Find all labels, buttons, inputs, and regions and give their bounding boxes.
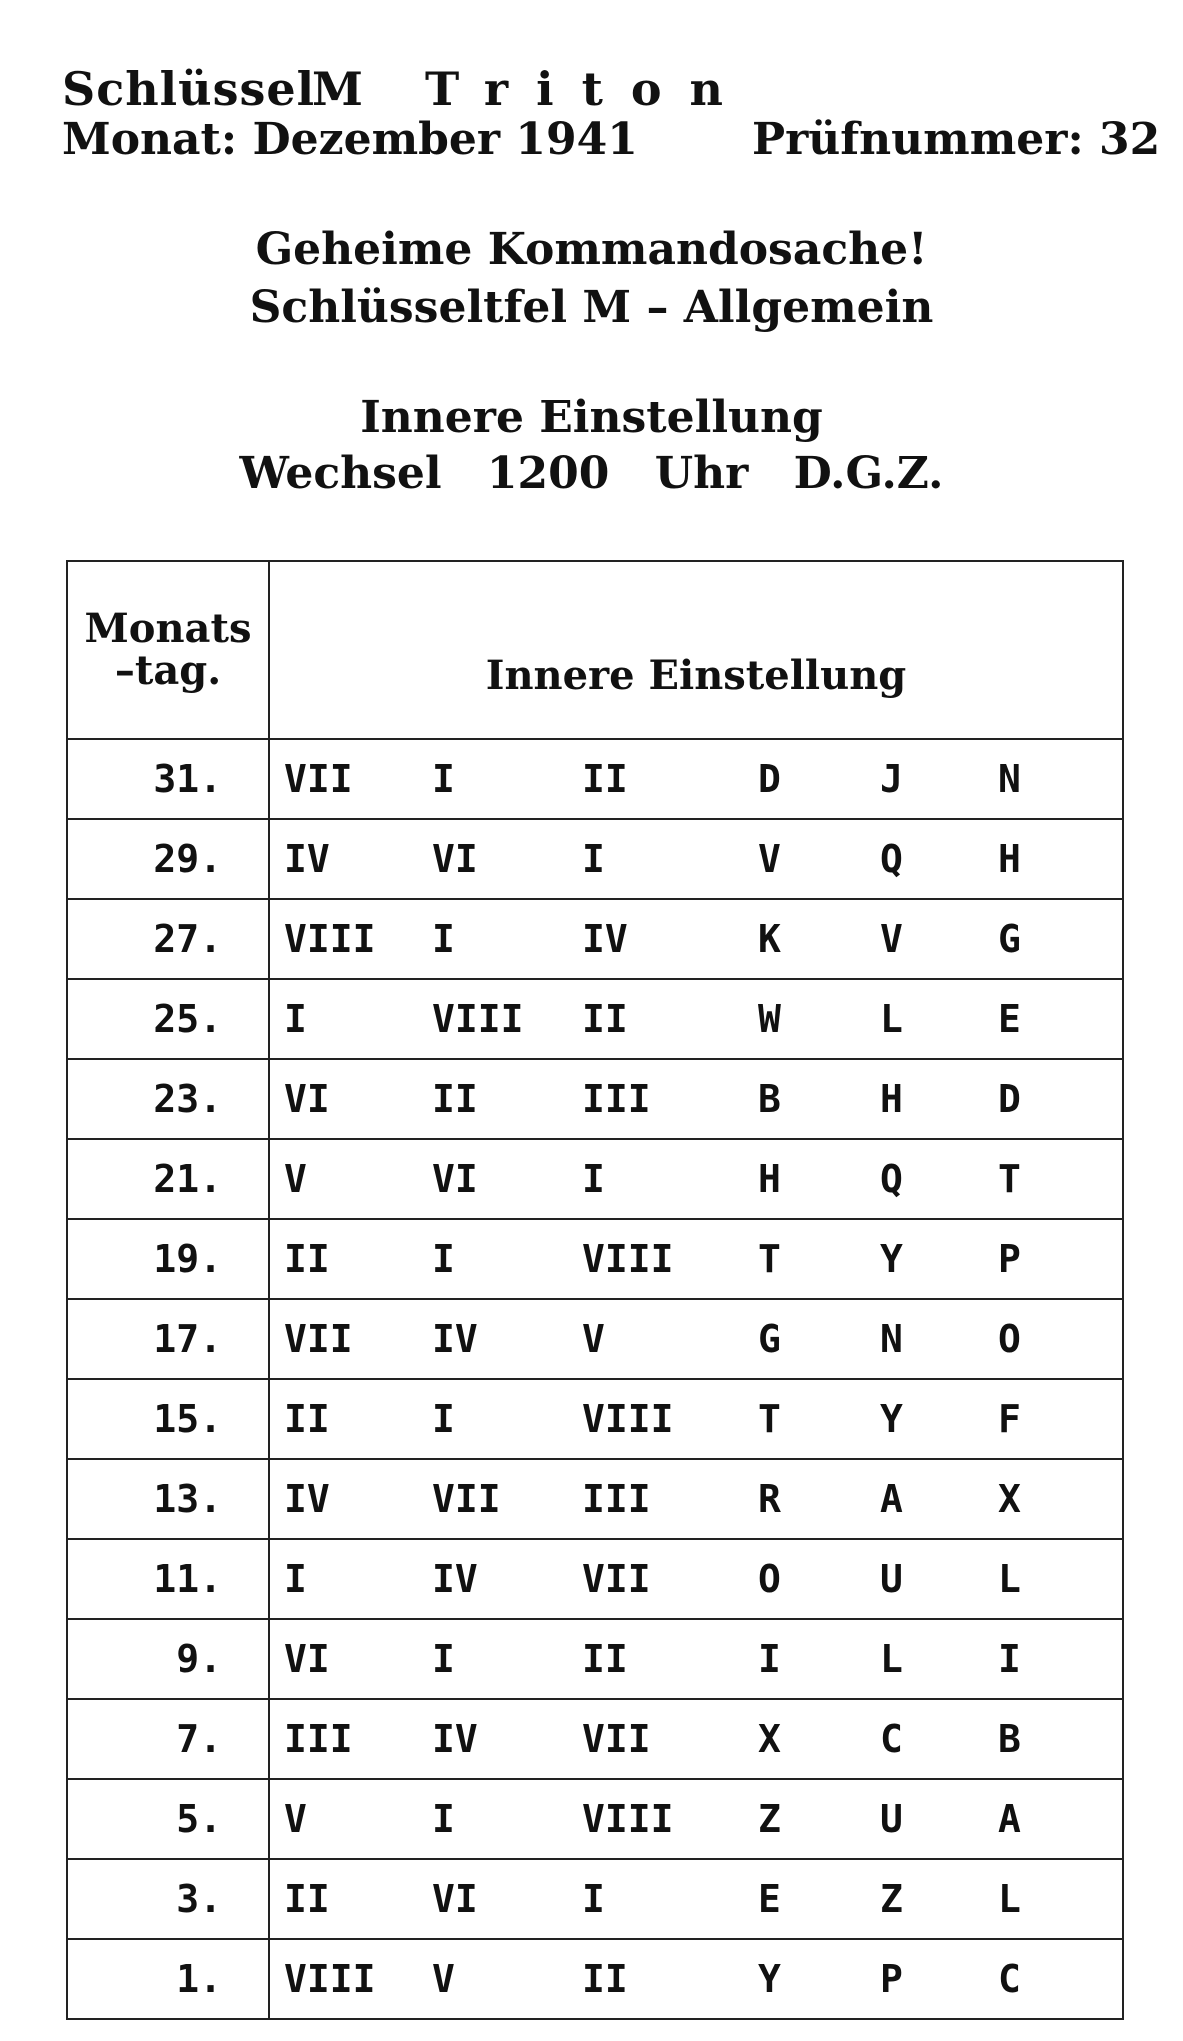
ring-3: I	[998, 1637, 1021, 1681]
setting-cell	[269, 1059, 1123, 1139]
table-header-row	[67, 561, 1123, 739]
month-label: Monat: Dezember 1941	[62, 114, 638, 165]
day-cell: 23.	[67, 1059, 269, 1139]
column-header-day-line2: –tag.	[114, 647, 222, 694]
ring-3: B	[998, 1717, 1021, 1761]
wheel-2: VI	[432, 837, 478, 881]
wheel-2: I	[432, 917, 455, 961]
wheel-2: VII	[432, 1477, 501, 1521]
ring-1: I	[758, 1637, 781, 1681]
ring-1: H	[758, 1157, 781, 1201]
ring-2: Q	[880, 1157, 903, 1201]
wheel-3: III	[582, 1077, 651, 1121]
ring-3: P	[998, 1237, 1021, 1281]
wheel-3: II	[582, 1957, 628, 2001]
ring-2: Y	[880, 1237, 903, 1281]
wheel-2: I	[432, 1397, 455, 1441]
table-row	[67, 1059, 1123, 1139]
day-cell: 25.	[67, 979, 269, 1059]
key-name: Triton	[425, 62, 751, 116]
ring-2: J	[880, 757, 903, 801]
day-cell: 3.	[67, 1859, 269, 1939]
ring-3: X	[998, 1477, 1021, 1521]
wheel-3: VIII	[582, 1237, 674, 1281]
wheel-3: VIII	[582, 1797, 674, 1841]
ring-1: K	[758, 917, 781, 961]
ring-2: A	[880, 1477, 903, 1521]
table-row	[67, 1619, 1123, 1699]
wheel-1: II	[284, 1237, 330, 1281]
setting-cell	[269, 1459, 1123, 1539]
ring-3: N	[998, 757, 1021, 801]
ring-1: X	[758, 1717, 781, 1761]
wheel-1: VII	[284, 1317, 353, 1361]
wheel-1: V	[284, 1797, 307, 1841]
day-cell: 11.	[67, 1539, 269, 1619]
wheel-2: I	[432, 1797, 455, 1841]
setting-cell	[269, 1699, 1123, 1779]
wheel-2: IV	[432, 1717, 478, 1761]
wheel-1: II	[284, 1877, 330, 1921]
wheel-1: V	[284, 1157, 307, 1201]
wheel-2: VI	[432, 1877, 478, 1921]
setting-cell	[269, 1379, 1123, 1459]
ring-2: U	[880, 1557, 903, 1601]
ring-3: E	[998, 997, 1021, 1041]
wheel-3: VII	[582, 1717, 651, 1761]
wheel-3: VII	[582, 1557, 651, 1601]
wheel-2: V	[432, 1957, 455, 2001]
ring-3: C	[998, 1957, 1021, 2001]
ring-2: L	[880, 997, 903, 1041]
ring-2: H	[880, 1077, 903, 1121]
wheel-1: IV	[284, 837, 330, 881]
day-cell: 21.	[67, 1139, 269, 1219]
ring-1: Z	[758, 1797, 781, 1841]
table-row	[67, 1779, 1123, 1859]
table-row	[67, 979, 1123, 1059]
key-label: Schlüssel	[62, 62, 316, 116]
day-cell: 15.	[67, 1379, 269, 1459]
day-cell: 17.	[67, 1299, 269, 1379]
wheel-1: I	[284, 997, 307, 1041]
wheel-2: VIII	[432, 997, 524, 1041]
setting-cell	[269, 1859, 1123, 1939]
day-cell: 9.	[67, 1619, 269, 1699]
ring-1: T	[758, 1397, 781, 1441]
table-row	[67, 739, 1123, 819]
ring-3: D	[998, 1077, 1021, 1121]
day-cell: 13.	[67, 1459, 269, 1539]
wheel-1: VIII	[284, 917, 376, 961]
ring-2: L	[880, 1637, 903, 1681]
setting-cell	[269, 1779, 1123, 1859]
ring-1: E	[758, 1877, 781, 1921]
wheel-3: II	[582, 997, 628, 1041]
setting-cell	[269, 1539, 1123, 1619]
wheel-2: I	[432, 757, 455, 801]
day-cell: 29.	[67, 819, 269, 899]
day-cell: 1.	[67, 1939, 269, 2019]
setting-cell	[269, 1139, 1123, 1219]
day-cell: 19.	[67, 1219, 269, 1299]
ring-3: A	[998, 1797, 1021, 1841]
wheel-3: IV	[582, 917, 628, 961]
wheel-2: I	[432, 1237, 455, 1281]
table-row	[67, 1859, 1123, 1939]
key-letter: M	[312, 62, 363, 116]
table-row	[67, 819, 1123, 899]
ring-1: B	[758, 1077, 781, 1121]
table-row	[67, 1379, 1123, 1459]
wheel-2: I	[432, 1637, 455, 1681]
ring-2: V	[880, 917, 903, 961]
wheel-3: VIII	[582, 1397, 674, 1441]
wheel-1: IV	[284, 1477, 330, 1521]
ring-1: Y	[758, 1957, 781, 2001]
ring-1: V	[758, 837, 781, 881]
ring-2: Q	[880, 837, 903, 881]
setting-cell	[269, 819, 1123, 899]
wheel-1: III	[284, 1717, 353, 1761]
table-row	[67, 1139, 1123, 1219]
ring-3: L	[998, 1877, 1021, 1921]
ring-1: G	[758, 1317, 781, 1361]
inner-setting-heading: Innere Einstellung	[360, 392, 823, 443]
table-row	[67, 1699, 1123, 1779]
wheel-2: VI	[432, 1157, 478, 1201]
table-row	[67, 1299, 1123, 1379]
wheel-3: V	[582, 1317, 605, 1361]
ring-2: U	[880, 1797, 903, 1841]
wheel-3: III	[582, 1477, 651, 1521]
day-cell: 5.	[67, 1779, 269, 1859]
day-cell: 27.	[67, 899, 269, 979]
ring-1: W	[758, 997, 781, 1041]
ring-2: N	[880, 1317, 903, 1361]
ring-1: T	[758, 1237, 781, 1281]
wheel-3: II	[582, 757, 628, 801]
wheel-1: VI	[284, 1077, 330, 1121]
wheel-2: IV	[432, 1317, 478, 1361]
change-time-heading: Wechsel 1200 Uhr D.G.Z.	[239, 448, 944, 499]
wheel-1: I	[284, 1557, 307, 1601]
secret-heading: Geheime Kommandosache!	[255, 224, 928, 275]
table-row	[67, 1939, 1123, 2019]
wheel-1: VII	[284, 757, 353, 801]
column-header-day	[67, 561, 269, 739]
key-general-heading: Schlüsseltfel M – Allgemein	[249, 282, 934, 333]
setting-cell	[269, 1299, 1123, 1379]
setting-cell	[269, 1219, 1123, 1299]
wheel-1: VIII	[284, 1957, 376, 2001]
ring-3: L	[998, 1557, 1021, 1601]
key-schedule-table	[66, 560, 1124, 2020]
ring-3: T	[998, 1157, 1021, 1201]
setting-cell	[269, 899, 1123, 979]
ring-3: G	[998, 917, 1021, 961]
wheel-1: II	[284, 1397, 330, 1441]
wheel-3: II	[582, 1637, 628, 1681]
check-number: Prüfnummer: 32	[752, 114, 1161, 165]
table-row	[67, 1219, 1123, 1299]
ring-3: H	[998, 837, 1021, 881]
setting-cell	[269, 739, 1123, 819]
wheel-2: IV	[432, 1557, 478, 1601]
ring-2: Y	[880, 1397, 903, 1441]
ring-2: P	[880, 1957, 903, 2001]
setting-cell	[269, 979, 1123, 1059]
ring-1: R	[758, 1477, 781, 1521]
ring-2: Z	[880, 1877, 903, 1921]
table-row	[67, 1459, 1123, 1539]
wheel-2: II	[432, 1077, 478, 1121]
ring-1: D	[758, 757, 781, 801]
column-header-day-line1: Monats	[84, 605, 252, 652]
wheel-3: I	[582, 837, 605, 881]
wheel-3: I	[582, 1157, 605, 1201]
setting-cell	[269, 1939, 1123, 2019]
table-row	[67, 1539, 1123, 1619]
setting-cell	[269, 1619, 1123, 1699]
ring-3: F	[998, 1397, 1021, 1441]
ring-2: C	[880, 1717, 903, 1761]
day-cell: 31.	[67, 739, 269, 819]
wheel-1: VI	[284, 1637, 330, 1681]
table-row	[67, 899, 1123, 979]
day-cell: 7.	[67, 1699, 269, 1779]
ring-1: O	[758, 1557, 781, 1601]
ring-3: O	[998, 1317, 1021, 1361]
wheel-3: I	[582, 1877, 605, 1921]
column-header-setting: Innere Einstellung	[269, 561, 1123, 739]
